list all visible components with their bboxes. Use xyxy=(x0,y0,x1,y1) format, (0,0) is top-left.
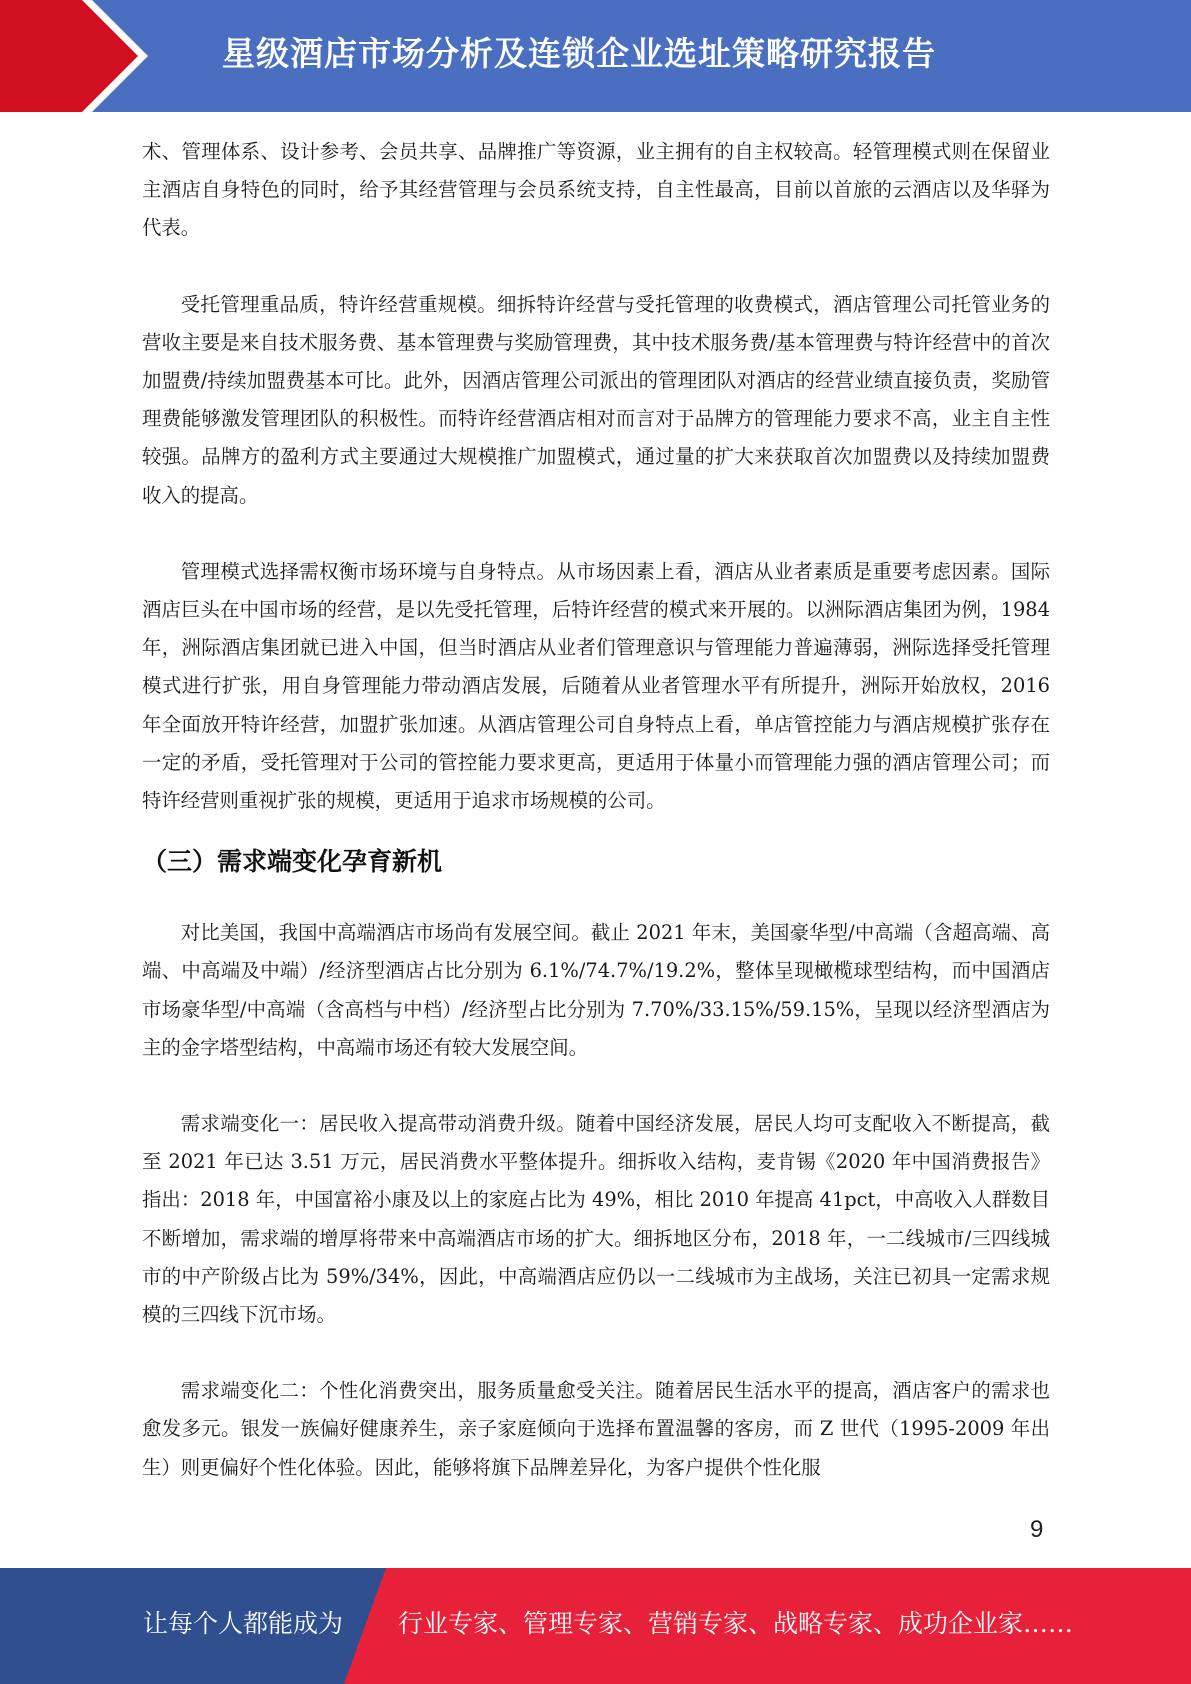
paragraph-management-vs-franchise: 受托管理重品质，特许经营重规模。细拆特许经营与受托管理的收费模式，酒店管理公司托管业务的营收主要是来自技术服务费、基本管理费与奖励管理费，其中技术服务费/基本管理费与特许经营中的首次加盟费/持续加盟费基本可比。此外，因酒店管理公司派出的管理团队对酒店的经营业绩直接负责，奖励管理费能够激发管理团队的积极性。而特许经营酒店相对而言对于品牌方的管理能力要求不高，业主自主性较强。品牌方的盈利方式主要通过大规模推广加盟模式，通过量的扩大来获取首次加盟费以及持续加盟费收入的提高。 xyxy=(142,292,1050,507)
page-footer xyxy=(0,1568,1191,1684)
page-header xyxy=(0,0,1191,112)
footer-slogan-right: 行业专家、管理专家、营销专家、战略专家、成功企业家…… xyxy=(398,1609,1074,1638)
red-arrow-decoration xyxy=(0,0,150,112)
paragraph-us-comparison: 对比美国，我国中高端酒店市场尚有发展空间。截止 2021 年末，美国豪华型/中高端（含超高端、高端、中高端及中端）/经济型酒店占比分别为 6.1%/74.7%/19.2%，整体呈现橄榄球型结构，而中国酒店市场豪华型/中高端（含高档与中档）/经济型占比分别为 7.70%/33.15%/59.15%，呈现以经济型酒店为主的金字塔型结构，中高端市场还有较大发展空间。 xyxy=(142,921,1050,1059)
footer-slogan-left: 让每个人都能成为 xyxy=(143,1609,344,1638)
page-number: 9 xyxy=(1030,1516,1044,1543)
section-heading: （三）需求端变化孕育新机 xyxy=(142,847,443,877)
document-body xyxy=(142,133,1050,1487)
paragraph-demand-change-two: 需求端变化二：个性化消费突出，服务质量愈受关注。随着居民生活水平的提高，酒店客户的需求也愈发多元。银发一族偏好健康养生，亲子家庭倾向于选择布置温馨的客房，而 Z 世代（1995-2009 年出生）则更偏好个性化体验。因此，能够将旗下品牌差异化，为客户提供个性化服 xyxy=(142,1379,1050,1479)
paragraph-continued: 术、管理体系、设计参考、会员共享、品牌推广等资源，业主拥有的自主权较高。轻管理模式则在保留业主酒店自身特色的同时，给予其经营管理与会员系统支持，自主性最高，目前以首旅的云酒店以及华驿为代表。 xyxy=(142,140,1050,240)
paragraph-demand-change-one: 需求端变化一：居民收入提高带动消费升级。随着中国经济发展，居民人均可支配收入不断提高，截至 2021 年已达 3.51 万元，居民消费水平整体提升。细拆收入结构，麦肯锡《2020 年中国消费报告》指出：2018 年，中国富裕小康及以上的家庭占比为 49%，相比 2010 年提高 41pct，中高收入人群数目不断增加，需求端的增厚将带来中高端酒店市场的扩大。细拆地区分布，2018 年，一二线城市/三四线城市的中产阶级占比为 59%/34%，因此，中高端酒店应仍以一二线城市为主战场，关注已初具一定需求规模的三四线下沉市场。 xyxy=(142,1112,1050,1327)
report-title: 星级酒店市场分析及连锁企业选址策略研究报告 xyxy=(222,34,936,73)
paragraph-management-mode-choice: 管理模式选择需权衡市场环境与自身特点。从市场因素上看，酒店从业者素质是重要考虑因素。国际酒店巨头在中国市场的经营，是以先受托管理，后特许经营的模式来开展的。以洲际酒店集团为例，1984 年，洲际酒店集团就已进入中国，但当时酒店从业者们管理意识与管理能力普遍薄弱，洲际选择受托管理模式进行扩张，用自身管理能力带动酒店发展，后随着从业者管理水平有所提升，洲际开始放权，2016 年全面放开特许经营，加盟扩张加速。从酒店管理公司自身特点上看，单店管控能力与酒店规模扩张存在一定的矛盾，受托管理对于公司的管控能力要求更高，更适用于体量小而管理能力强的酒店管理公司；而特许经营则重视扩张的规模，更适用于追求市场规模的公司。 xyxy=(142,559,1050,813)
